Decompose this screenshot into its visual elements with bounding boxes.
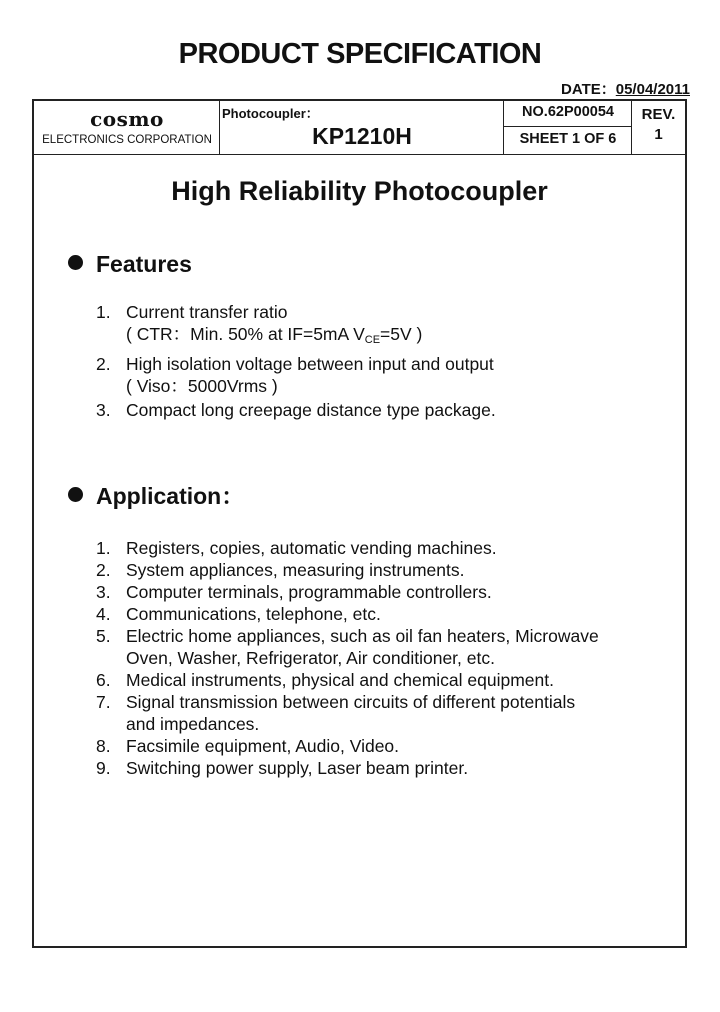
rev-value: 1 <box>654 126 663 143</box>
list-item <box>96 301 496 351</box>
item-text: Medical instruments, physical and chemical equipment. <box>126 670 554 690</box>
item-number: 5. <box>96 626 111 646</box>
document-title: High Reliability Photocoupler <box>171 176 548 206</box>
item-text-cont <box>126 324 422 344</box>
ctr-subscript: CE <box>364 334 381 346</box>
list-item <box>96 603 599 625</box>
item-number: 6. <box>96 670 111 690</box>
item-text: Current transfer ratio <box>126 302 288 322</box>
list-item <box>96 735 599 757</box>
item-text-cont: ( Viso：5000Vrms ) <box>126 376 278 396</box>
bullet-icon <box>68 487 83 502</box>
item-number: 1. <box>96 302 111 322</box>
item-text: Communications, telephone, etc. <box>126 604 381 624</box>
application-heading <box>68 478 244 511</box>
date-line <box>561 78 690 99</box>
list-item <box>96 581 599 603</box>
item-number: 4. <box>96 604 111 624</box>
list-item <box>96 399 496 421</box>
item-number: 8. <box>96 736 111 756</box>
bullet-icon <box>68 255 83 270</box>
company-logo: cosmo <box>90 107 164 131</box>
item-text: Registers, copies, automatic vending machines. <box>126 538 497 558</box>
revision-cell <box>632 101 685 154</box>
item-number: 2. <box>96 560 111 580</box>
ctr-prefix: ( CTR：Min. 50% at IF=5mA V <box>126 324 365 344</box>
item-text: Switching power supply, Laser beam printer. <box>126 758 469 778</box>
sheet-number: SHEET 1 OF 6 <box>519 131 617 147</box>
features-heading-text: Features <box>96 251 192 277</box>
list-item <box>96 691 599 735</box>
date-value: 05/04/2011 <box>615 81 690 98</box>
ctr-suffix: =5V ) <box>380 324 423 344</box>
list-item <box>96 669 599 691</box>
item-text: Computer terminals, programmable controllers. <box>126 582 492 602</box>
item-text: Electric home appliances, such as oil fan heaters, Microwave <box>126 626 599 646</box>
item-text: Signal transmission between circuits of different potentials <box>126 692 576 712</box>
item-text: High isolation voltage between input and output <box>126 354 494 374</box>
spec-frame <box>32 99 687 948</box>
list-item <box>96 559 599 581</box>
item-number: 3. <box>96 400 111 420</box>
item-text-cont: and impedances. <box>126 714 260 734</box>
list-item <box>96 353 496 397</box>
list-item <box>96 757 599 779</box>
doc-number: NO.62P00054 <box>504 104 632 127</box>
rev-label: REV. <box>641 106 676 123</box>
item-text: Facsimile equipment, Audio, Video. <box>126 736 400 756</box>
item-text-cont: Oven, Washer, Refrigerator, Air conditioner, etc. <box>126 648 495 668</box>
features-heading <box>68 251 192 278</box>
list-item <box>96 537 599 559</box>
header-table <box>34 101 685 155</box>
doc-number-cell <box>504 101 632 154</box>
list-item <box>96 625 599 669</box>
features-list <box>96 301 496 421</box>
date-label: DATE： <box>561 81 616 98</box>
item-text: Compact long creepage distance type package. <box>126 400 496 420</box>
company-cell <box>34 101 220 154</box>
product-type-label: Photocoupler： <box>222 106 319 121</box>
item-number: 1. <box>96 538 111 558</box>
item-text: System appliances, measuring instruments. <box>126 560 465 580</box>
application-heading-text: Application： <box>96 483 245 509</box>
item-number: 9. <box>96 758 111 778</box>
item-number: 7. <box>96 692 111 712</box>
company-name: ELECTRONICS CORPORATION <box>42 134 212 146</box>
part-number: KP1210H <box>312 123 412 149</box>
product-cell <box>220 101 504 154</box>
item-number: 2. <box>96 354 111 374</box>
item-number: 3. <box>96 582 111 602</box>
application-list <box>96 537 599 779</box>
page-title: PRODUCT SPECIFICATION <box>178 38 542 70</box>
